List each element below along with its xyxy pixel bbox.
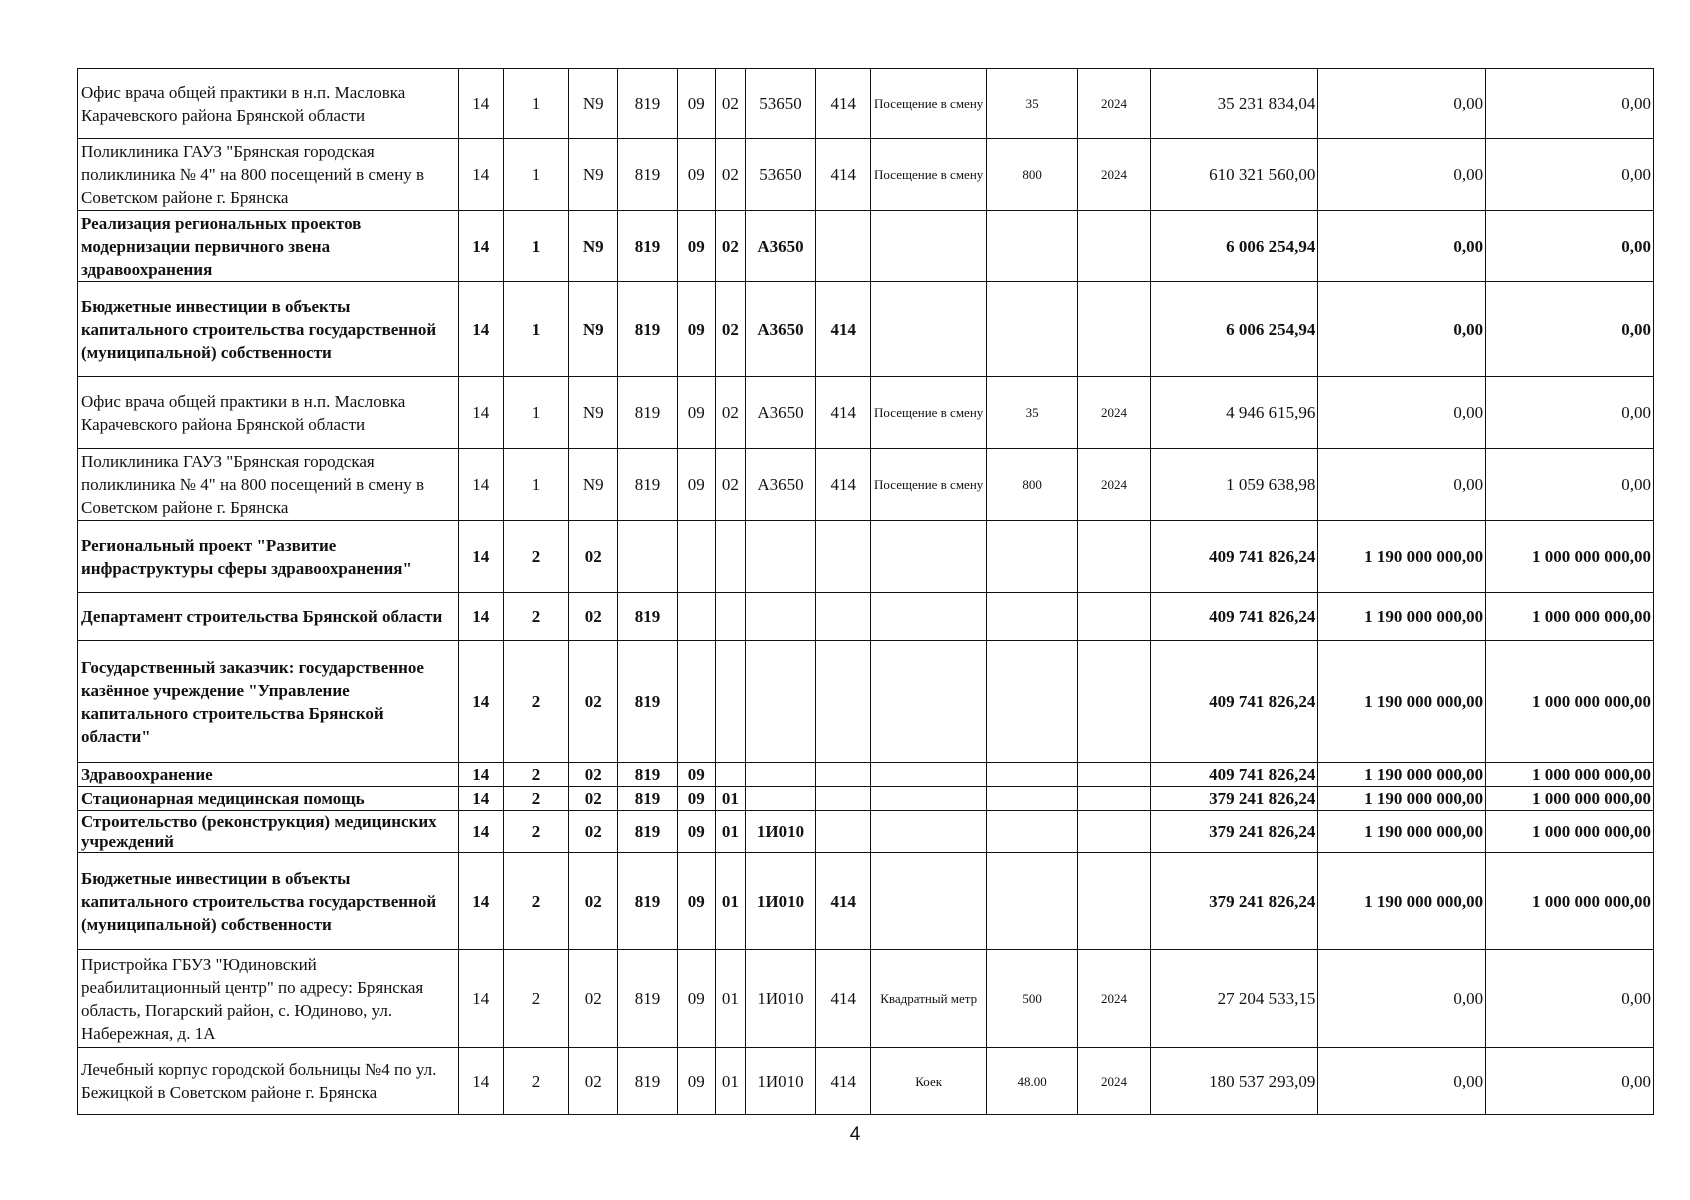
code-subsection: 02: [715, 282, 745, 377]
row-name: Бюджетные инвестиции в объекты капитального строительства государственной (муниципальной) собственности: [78, 282, 459, 377]
capacity-value: [986, 811, 1077, 853]
code-section: 09: [677, 1048, 715, 1115]
unit-of-measure: Квадратный метр: [871, 950, 987, 1048]
unit-of-measure: [871, 593, 987, 641]
table-row: [78, 211, 1654, 282]
amount-year-1: 379 241 826,24: [1150, 787, 1318, 811]
amount-year-1: 610 321 560,00: [1150, 139, 1318, 211]
row-name: Строительство (реконструкция) медицинских учреждений: [78, 811, 459, 853]
code-project: N9: [569, 449, 618, 521]
amount-year-2: 0,00: [1318, 950, 1486, 1048]
code-project: N9: [569, 377, 618, 449]
code-department: 819: [618, 811, 677, 853]
code-target-article: А3650: [745, 377, 815, 449]
amount-year-2: 1 190 000 000,00: [1318, 787, 1486, 811]
unit-of-measure: [871, 641, 987, 763]
code-section: [677, 521, 715, 593]
code-subprogram: 2: [503, 763, 568, 787]
code-program: 14: [458, 811, 503, 853]
code-department: 819: [618, 211, 677, 282]
code-subprogram: 2: [503, 641, 568, 763]
row-name: Реализация региональных проектов модернизации первичного звена здравоохранения: [78, 211, 459, 282]
amount-year-1: 409 741 826,24: [1150, 763, 1318, 787]
code-program: 14: [458, 449, 503, 521]
code-project: N9: [569, 69, 618, 139]
commission-year: 2024: [1078, 69, 1150, 139]
commission-year: 2024: [1078, 1048, 1150, 1115]
row-name: Региональный проект "Развитие инфраструктуры сферы здравоохранения": [78, 521, 459, 593]
code-department: 819: [618, 449, 677, 521]
capacity-value: [986, 763, 1077, 787]
code-program: 14: [458, 593, 503, 641]
code-target-article: 1И010: [745, 853, 815, 950]
code-subprogram: 1: [503, 449, 568, 521]
capacity-value: [986, 593, 1077, 641]
code-subsection: 02: [715, 211, 745, 282]
amount-year-1: 379 241 826,24: [1150, 853, 1318, 950]
amount-year-1: 180 537 293,09: [1150, 1048, 1318, 1115]
amount-year-2: 1 190 000 000,00: [1318, 763, 1486, 787]
amount-year-1: 409 741 826,24: [1150, 641, 1318, 763]
commission-year: 2024: [1078, 449, 1150, 521]
code-subprogram: 1: [503, 211, 568, 282]
code-project: 02: [569, 950, 618, 1048]
code-section: 09: [677, 282, 715, 377]
code-department: [618, 521, 677, 593]
amount-year-2: 1 190 000 000,00: [1318, 853, 1486, 950]
code-target-article: [745, 787, 815, 811]
code-expense-type: 414: [816, 950, 871, 1048]
amount-year-2: 0,00: [1318, 1048, 1486, 1115]
code-program: 14: [458, 950, 503, 1048]
capacity-value: 35: [986, 69, 1077, 139]
code-subprogram: 1: [503, 69, 568, 139]
capacity-value: [986, 787, 1077, 811]
amount-year-1: 409 741 826,24: [1150, 593, 1318, 641]
row-name: Государственный заказчик: государственное казённое учреждение "Управление капитального строительства Брянской области": [78, 641, 459, 763]
code-department: 819: [618, 763, 677, 787]
amount-year-2: 0,00: [1318, 69, 1486, 139]
amount-year-1: 379 241 826,24: [1150, 811, 1318, 853]
table-row: [78, 139, 1654, 211]
capacity-value: 800: [986, 449, 1077, 521]
code-subsection: 01: [715, 787, 745, 811]
unit-of-measure: [871, 211, 987, 282]
code-section: 09: [677, 811, 715, 853]
code-subsection: [715, 593, 745, 641]
amount-year-1: 1 059 638,98: [1150, 449, 1318, 521]
code-section: 09: [677, 449, 715, 521]
code-section: 09: [677, 950, 715, 1048]
code-subsection: [715, 521, 745, 593]
unit-of-measure: Посещение в смену: [871, 377, 987, 449]
code-subsection: 01: [715, 1048, 745, 1115]
code-target-article: [745, 641, 815, 763]
amount-year-1: 6 006 254,94: [1150, 282, 1318, 377]
code-section: 09: [677, 787, 715, 811]
code-department: 819: [618, 139, 677, 211]
code-target-article: А3650: [745, 449, 815, 521]
amount-year-1: 4 946 615,96: [1150, 377, 1318, 449]
capacity-value: [986, 853, 1077, 950]
code-subprogram: 1: [503, 139, 568, 211]
code-project: 02: [569, 811, 618, 853]
unit-of-measure: Посещение в смену: [871, 69, 987, 139]
code-program: 14: [458, 853, 503, 950]
capacity-value: 800: [986, 139, 1077, 211]
code-target-article: [745, 593, 815, 641]
amount-year-2: 1 190 000 000,00: [1318, 593, 1486, 641]
code-expense-type: [816, 763, 871, 787]
code-subprogram: 2: [503, 787, 568, 811]
commission-year: [1078, 282, 1150, 377]
code-subprogram: 2: [503, 853, 568, 950]
table-row: [78, 69, 1654, 139]
code-project: 02: [569, 853, 618, 950]
code-subsection: [715, 763, 745, 787]
code-expense-type: 414: [816, 282, 871, 377]
amount-year-3: 1 000 000 000,00: [1486, 593, 1654, 641]
code-department: 819: [618, 377, 677, 449]
code-project: 02: [569, 1048, 618, 1115]
code-subsection: 02: [715, 449, 745, 521]
row-name: Поликлиника ГАУЗ "Брянская городская поликлиника № 4" на 800 посещений в смену в Советском районе г. Брянска: [78, 139, 459, 211]
code-expense-type: [816, 787, 871, 811]
code-program: 14: [458, 139, 503, 211]
amount-year-3: 1 000 000 000,00: [1486, 521, 1654, 593]
row-name: Поликлиника ГАУЗ "Брянская городская поликлиника № 4" на 800 посещений в смену в Советском районе г. Брянска: [78, 449, 459, 521]
amount-year-1: 409 741 826,24: [1150, 521, 1318, 593]
table-row: [78, 521, 1654, 593]
unit-of-measure: Посещение в смену: [871, 139, 987, 211]
unit-of-measure: Посещение в смену: [871, 449, 987, 521]
code-expense-type: [816, 811, 871, 853]
capacity-value: 500: [986, 950, 1077, 1048]
unit-of-measure: [871, 853, 987, 950]
code-subprogram: 2: [503, 521, 568, 593]
code-department: 819: [618, 950, 677, 1048]
amount-year-3: 0,00: [1486, 282, 1654, 377]
commission-year: [1078, 853, 1150, 950]
amount-year-3: 0,00: [1486, 139, 1654, 211]
amount-year-3: 0,00: [1486, 377, 1654, 449]
code-project: 02: [569, 787, 618, 811]
code-expense-type: 414: [816, 69, 871, 139]
code-department: 819: [618, 593, 677, 641]
amount-year-3: 1 000 000 000,00: [1486, 641, 1654, 763]
budget-table: [77, 68, 1654, 1115]
code-department: 819: [618, 787, 677, 811]
amount-year-1: 6 006 254,94: [1150, 211, 1318, 282]
code-program: 14: [458, 787, 503, 811]
code-expense-type: [816, 641, 871, 763]
commission-year: [1078, 811, 1150, 853]
code-subsection: 01: [715, 950, 745, 1048]
code-target-article: 1И010: [745, 950, 815, 1048]
code-project: 02: [569, 763, 618, 787]
code-subprogram: 2: [503, 593, 568, 641]
code-program: 14: [458, 641, 503, 763]
row-name: Стационарная медицинская помощь: [78, 787, 459, 811]
code-project: 02: [569, 641, 618, 763]
amount-year-1: 27 204 533,15: [1150, 950, 1318, 1048]
table-row: [78, 853, 1654, 950]
code-project: N9: [569, 282, 618, 377]
table-row: [78, 763, 1654, 787]
code-expense-type: [816, 593, 871, 641]
code-target-article: 1И010: [745, 1048, 815, 1115]
amount-year-3: 1 000 000 000,00: [1486, 787, 1654, 811]
code-target-article: А3650: [745, 211, 815, 282]
commission-year: [1078, 521, 1150, 593]
code-expense-type: 414: [816, 449, 871, 521]
table-row: [78, 641, 1654, 763]
amount-year-3: 0,00: [1486, 449, 1654, 521]
amount-year-3: 1 000 000 000,00: [1486, 853, 1654, 950]
code-subsection: 02: [715, 377, 745, 449]
code-expense-type: 414: [816, 139, 871, 211]
amount-year-2: 0,00: [1318, 211, 1486, 282]
table-row: [78, 282, 1654, 377]
code-target-article: 53650: [745, 69, 815, 139]
amount-year-1: 35 231 834,04: [1150, 69, 1318, 139]
unit-of-measure: Коек: [871, 1048, 987, 1115]
code-target-article: [745, 521, 815, 593]
code-section: [677, 641, 715, 763]
unit-of-measure: [871, 282, 987, 377]
code-section: 09: [677, 853, 715, 950]
capacity-value: [986, 211, 1077, 282]
table-row: [78, 449, 1654, 521]
table-row: [78, 811, 1654, 853]
row-name: Пристройка ГБУЗ "Юдиновский реабилитационный центр" по адресу: Брянская область, Погарский район, с. Юдиново, ул. Набережная, д. 1А: [78, 950, 459, 1048]
page-number: 4: [849, 1124, 861, 1145]
row-name: Офис врача общей практики в н.п. Масловка Карачевского района Брянской области: [78, 69, 459, 139]
table-row: [78, 787, 1654, 811]
code-target-article: 53650: [745, 139, 815, 211]
code-section: 09: [677, 69, 715, 139]
unit-of-measure: [871, 763, 987, 787]
code-program: 14: [458, 763, 503, 787]
row-name: Бюджетные инвестиции в объекты капитального строительства государственной (муниципальной) собственности: [78, 853, 459, 950]
commission-year: [1078, 593, 1150, 641]
code-subprogram: 2: [503, 811, 568, 853]
amount-year-2: 1 190 000 000,00: [1318, 641, 1486, 763]
code-expense-type: [816, 211, 871, 282]
row-name: Офис врача общей практики в н.п. Масловка Карачевского района Брянской области: [78, 377, 459, 449]
code-program: 14: [458, 282, 503, 377]
commission-year: 2024: [1078, 950, 1150, 1048]
unit-of-measure: [871, 521, 987, 593]
code-subsection: 02: [715, 139, 745, 211]
code-subprogram: 1: [503, 377, 568, 449]
code-subprogram: 2: [503, 950, 568, 1048]
capacity-value: 35: [986, 377, 1077, 449]
table-row: [78, 950, 1654, 1048]
code-expense-type: 414: [816, 377, 871, 449]
capacity-value: [986, 282, 1077, 377]
amount-year-2: 0,00: [1318, 449, 1486, 521]
code-section: 09: [677, 139, 715, 211]
code-subsection: 02: [715, 69, 745, 139]
amount-year-3: 0,00: [1486, 950, 1654, 1048]
amount-year-2: 0,00: [1318, 139, 1486, 211]
code-program: 14: [458, 211, 503, 282]
commission-year: [1078, 763, 1150, 787]
code-section: 09: [677, 763, 715, 787]
code-target-article: [745, 763, 815, 787]
amount-year-3: 1 000 000 000,00: [1486, 763, 1654, 787]
amount-year-3: 0,00: [1486, 1048, 1654, 1115]
code-subprogram: 2: [503, 1048, 568, 1115]
unit-of-measure: [871, 787, 987, 811]
commission-year: 2024: [1078, 139, 1150, 211]
code-department: 819: [618, 853, 677, 950]
code-subprogram: 1: [503, 282, 568, 377]
code-department: 819: [618, 641, 677, 763]
row-name: Департамент строительства Брянской области: [78, 593, 459, 641]
table-row: [78, 593, 1654, 641]
amount-year-2: 0,00: [1318, 282, 1486, 377]
code-subsection: [715, 641, 745, 763]
code-target-article: 1И010: [745, 811, 815, 853]
commission-year: [1078, 787, 1150, 811]
capacity-value: [986, 521, 1077, 593]
table-body: [78, 69, 1654, 1115]
code-section: 09: [677, 211, 715, 282]
code-project: N9: [569, 139, 618, 211]
capacity-value: 48.00: [986, 1048, 1077, 1115]
row-name: Здравоохранение: [78, 763, 459, 787]
commission-year: [1078, 641, 1150, 763]
code-program: 14: [458, 521, 503, 593]
code-section: [677, 593, 715, 641]
code-project: 02: [569, 593, 618, 641]
code-section: 09: [677, 377, 715, 449]
code-subsection: 01: [715, 853, 745, 950]
commission-year: [1078, 211, 1150, 282]
code-department: 819: [618, 1048, 677, 1115]
amount-year-2: 0,00: [1318, 377, 1486, 449]
code-subsection: 01: [715, 811, 745, 853]
code-expense-type: [816, 521, 871, 593]
code-project: N9: [569, 211, 618, 282]
code-project: 02: [569, 521, 618, 593]
table-row: [78, 377, 1654, 449]
code-expense-type: 414: [816, 1048, 871, 1115]
commission-year: 2024: [1078, 377, 1150, 449]
amount-year-3: 1 000 000 000,00: [1486, 811, 1654, 853]
code-target-article: А3650: [745, 282, 815, 377]
amount-year-3: 0,00: [1486, 211, 1654, 282]
code-program: 14: [458, 1048, 503, 1115]
code-program: 14: [458, 377, 503, 449]
amount-year-2: 1 190 000 000,00: [1318, 521, 1486, 593]
capacity-value: [986, 641, 1077, 763]
code-department: 819: [618, 282, 677, 377]
unit-of-measure: [871, 811, 987, 853]
code-department: 819: [618, 69, 677, 139]
table-row: [78, 1048, 1654, 1115]
amount-year-3: 0,00: [1486, 69, 1654, 139]
row-name: Лечебный корпус городской больницы №4 по ул. Бежицкой в Советском районе г. Брянска: [78, 1048, 459, 1115]
amount-year-2: 1 190 000 000,00: [1318, 811, 1486, 853]
code-program: 14: [458, 69, 503, 139]
code-expense-type: 414: [816, 853, 871, 950]
